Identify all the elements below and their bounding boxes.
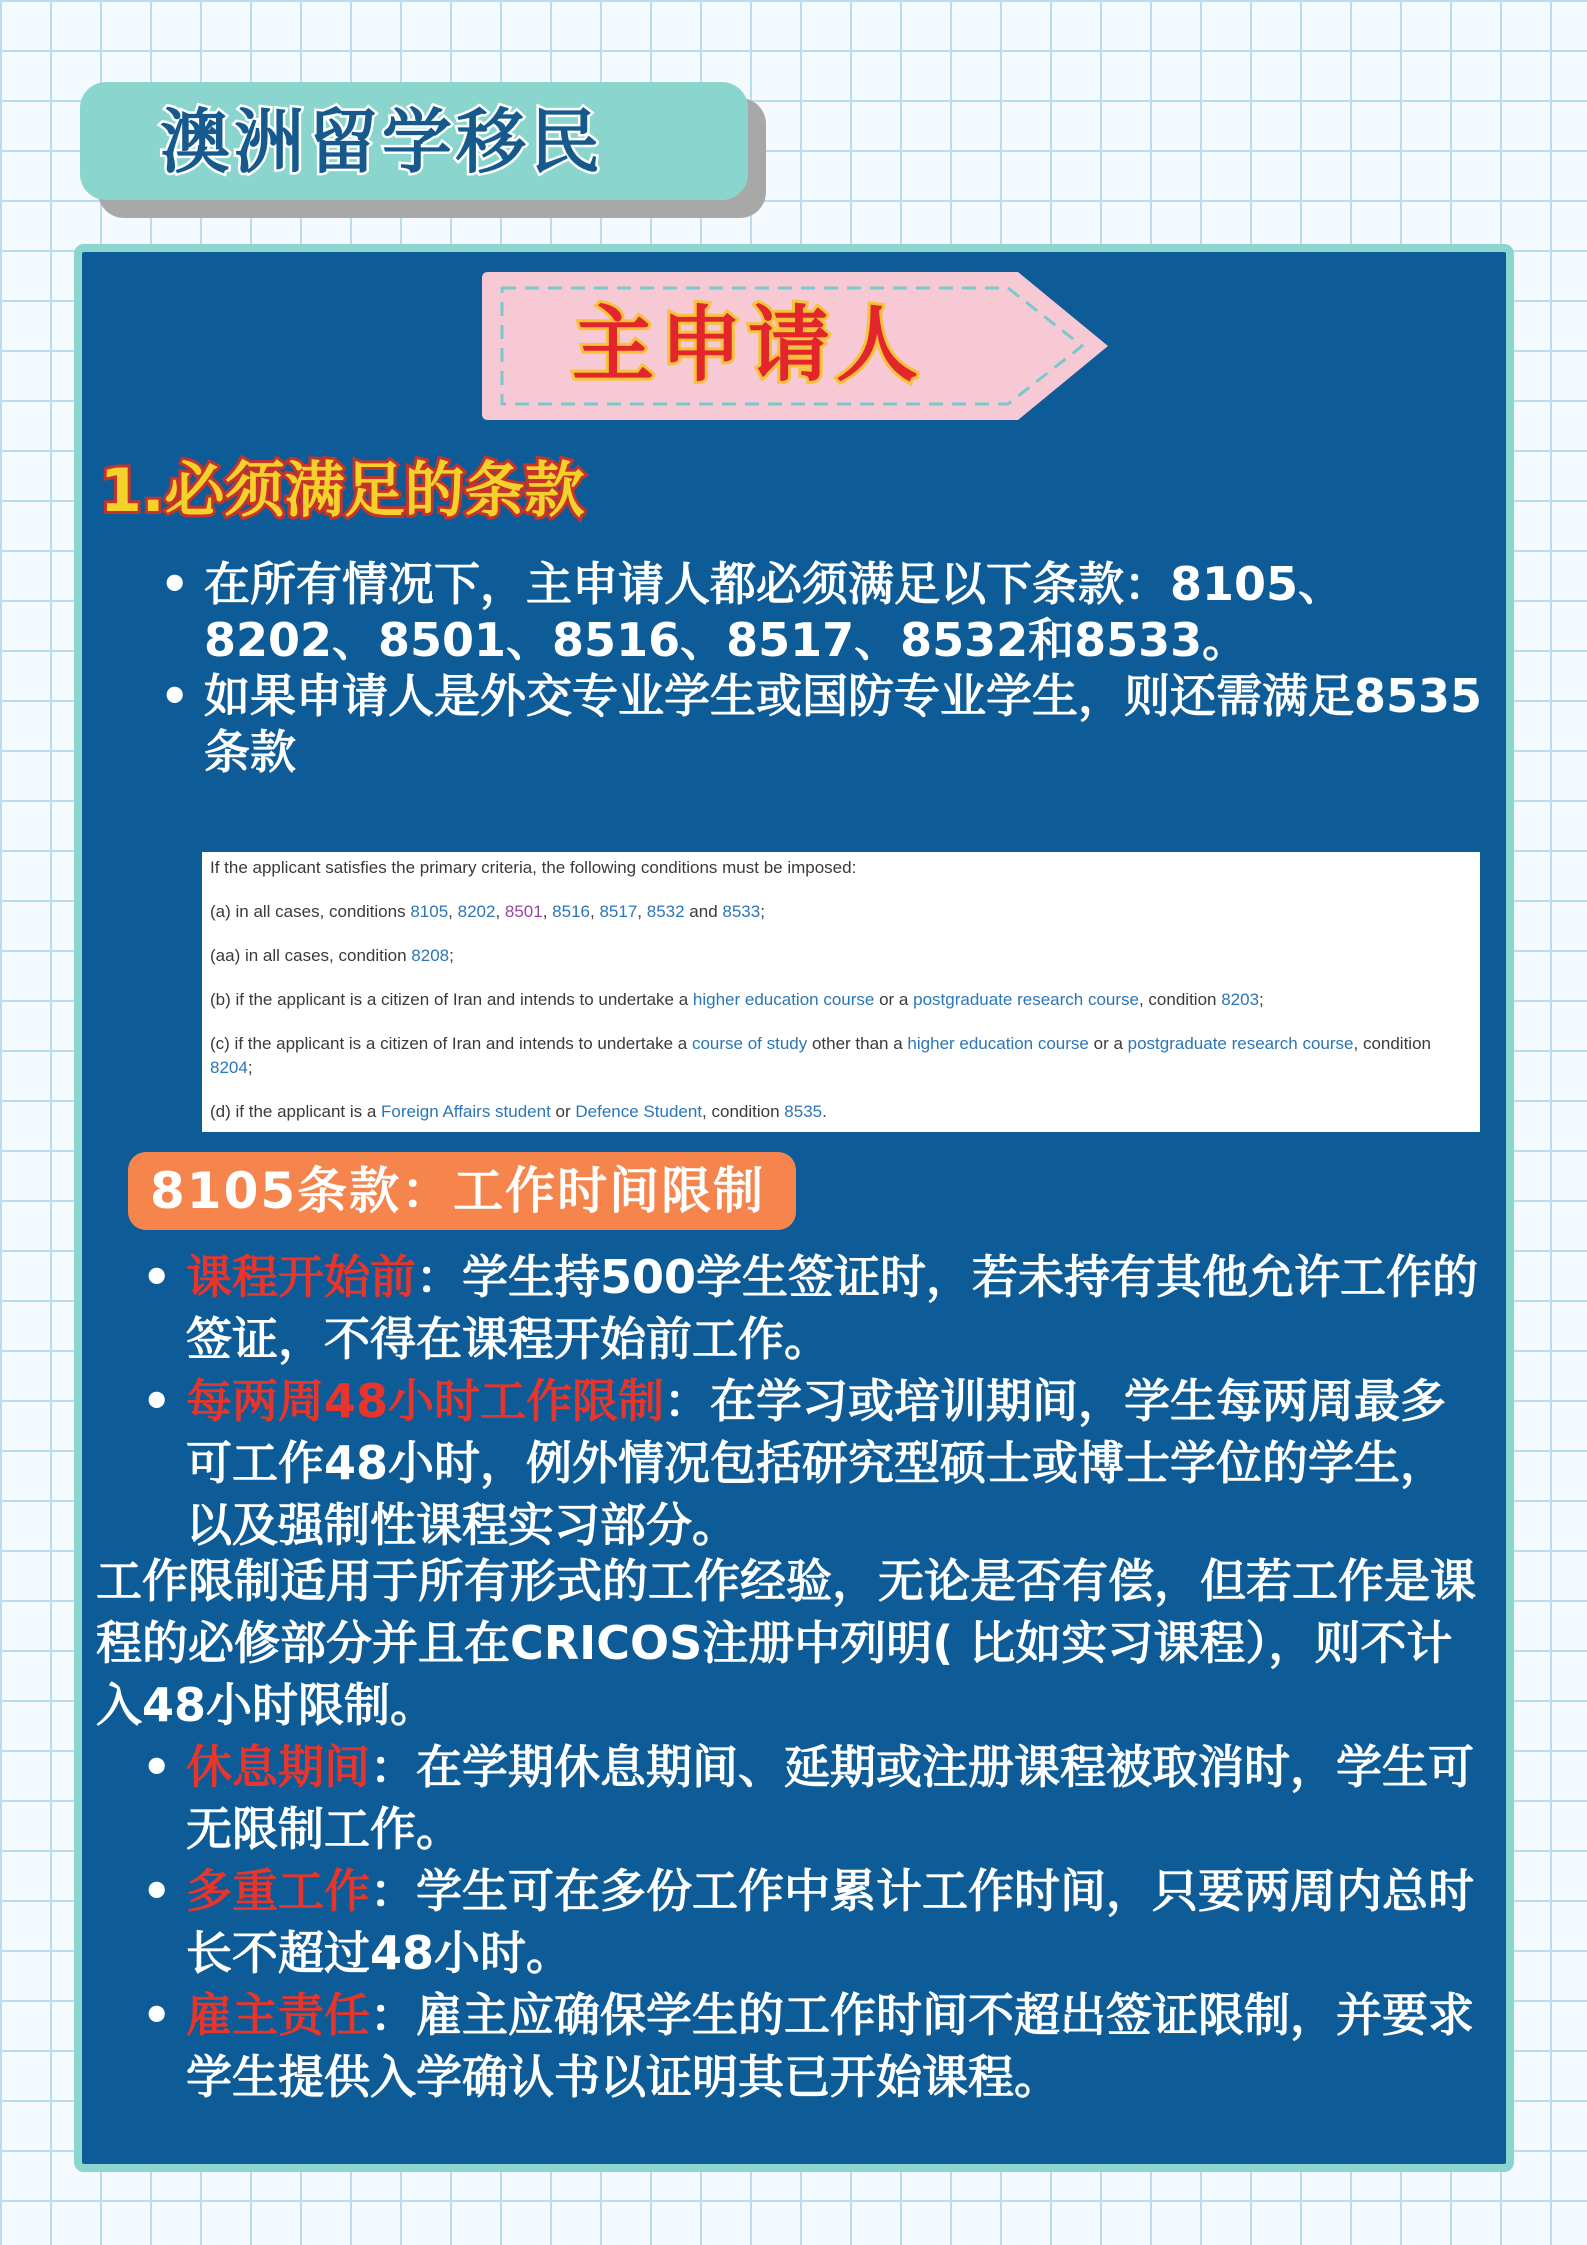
list-item: • 每两周48小时工作限制：在学习或培训期间，学生每两周最多可工作48小时，例外情况包括研究型硕士或博士学位的学生，以及强制性课程实习部分。 bbox=[186, 1370, 1486, 1556]
excerpt-line-aa: (aa) in all cases, condition 8208; bbox=[210, 946, 454, 965]
list-item: • 课程开始前：学生持500学生签证时，若未持有其他允许工作的签证，不得在课程开始前工作。 bbox=[186, 1246, 1486, 1370]
condition-link[interactable]: 8501 bbox=[504, 902, 543, 921]
item-label: 休息期间 bbox=[186, 1740, 370, 1794]
applicant-badge bbox=[478, 268, 1112, 424]
condition-link[interactable]: 8532 bbox=[646, 902, 685, 921]
item-label: 多重工作 bbox=[186, 1864, 370, 1918]
item-label: 雇主责任 bbox=[186, 1988, 370, 2042]
condition-link[interactable]: 8203 bbox=[1221, 990, 1260, 1009]
item-label: 课程开始前 bbox=[186, 1250, 416, 1304]
list-item: • 多重工作：学生可在多份工作中累计工作时间，只要两周内总时长不超过48小时。 bbox=[186, 1860, 1486, 1984]
badge-title: 主申请人 bbox=[571, 298, 924, 393]
legislation-excerpt bbox=[202, 852, 1480, 1132]
course-link[interactable]: higher education course bbox=[692, 990, 875, 1009]
section-heading: 1.必须满足的条款 bbox=[100, 456, 585, 526]
course-link[interactable]: course of study bbox=[691, 1034, 808, 1053]
condition-link[interactable]: 8516 bbox=[552, 902, 590, 921]
condition-link[interactable]: 8105 bbox=[410, 902, 449, 921]
course-link[interactable]: higher education course bbox=[907, 1034, 1089, 1053]
excerpt-line-a: (a) in all cases, conditions 8105, 8202, 8501, 8516, 8517, 8532 and 8533; bbox=[210, 902, 765, 921]
item-label: 每两周48小时工作限制 bbox=[186, 1374, 665, 1428]
student-type-link[interactable]: Foreign Affairs student bbox=[381, 1102, 551, 1121]
bullet-dot-icon: • bbox=[142, 1988, 172, 2042]
student-type-link[interactable]: Defence Student bbox=[575, 1102, 703, 1121]
list-item: • 雇主责任：雇主应确保学生的工作时间不超出签证限制，并要求学生提供入学确认书以证明其已开始课程。 bbox=[186, 1984, 1486, 2108]
list-item: • 在所有情况下，主申请人都必须满足以下条款：8105、8202、8501、8516、8517、8532和8533。 bbox=[160, 557, 1345, 667]
page-title: 澳洲留学移民 bbox=[160, 101, 604, 183]
work-limit-paragraph: 工作限制适用于所有形式的工作经验，无论是否有偿，但若工作是课程的必修部分并且在CRICOS注册中列明( 比如实习课程），则不计入48小时限制。 bbox=[96, 1554, 1476, 1732]
condition-link[interactable]: 8517 bbox=[599, 902, 638, 921]
excerpt-line-d: (d) if the applicant is a Foreign Affairs student or Defence Student, condition 8535. bbox=[210, 1102, 827, 1121]
condition-link[interactable]: 8204 bbox=[210, 1058, 248, 1077]
condition-link[interactable]: 8535 bbox=[784, 1102, 823, 1121]
conditions-list bbox=[160, 556, 1494, 780]
condition-link[interactable]: 8533 bbox=[722, 902, 761, 921]
bullet-dot-icon: • bbox=[160, 557, 190, 611]
list-item: • 休息期间：在学期休息期间、延期或注册课程被取消时，学生可无限制工作。 bbox=[186, 1736, 1486, 1860]
excerpt-line-c: (c) if the applicant is a citizen of Iran and intends to undertake a course of study other than a higher education course or a postgraduate research course, condition 8204; bbox=[210, 1034, 1431, 1077]
work-rules-list-2 bbox=[142, 1736, 1486, 2108]
condition-8105-title: 8105条款：工作时间限制 bbox=[150, 1162, 766, 1220]
course-link[interactable]: postgraduate research course bbox=[1127, 1034, 1354, 1053]
bullet-dot-icon: • bbox=[142, 1864, 172, 1918]
bullet-dot-icon: • bbox=[160, 669, 190, 723]
work-rules-list bbox=[142, 1246, 1486, 1556]
course-link[interactable]: postgraduate research course bbox=[913, 990, 1139, 1009]
excerpt-intro: If the applicant satisfies the primary criteria, the following conditions must be imposed: bbox=[210, 858, 857, 877]
bullet-dot-icon: • bbox=[142, 1374, 172, 1428]
bullet-dot-icon: • bbox=[142, 1250, 172, 1304]
condition-link[interactable]: 8202 bbox=[457, 902, 496, 921]
bullet-dot-icon: • bbox=[142, 1740, 172, 1794]
list-item: • 如果申请人是外交专业学生或国防专业学生，则还需满足8535条款 bbox=[160, 669, 1483, 779]
excerpt-line-b: (b) if the applicant is a citizen of Iran and intends to undertake a higher education course or a postgraduate research course, condition 8203; bbox=[210, 990, 1264, 1009]
condition-link[interactable]: 8208 bbox=[411, 946, 450, 965]
